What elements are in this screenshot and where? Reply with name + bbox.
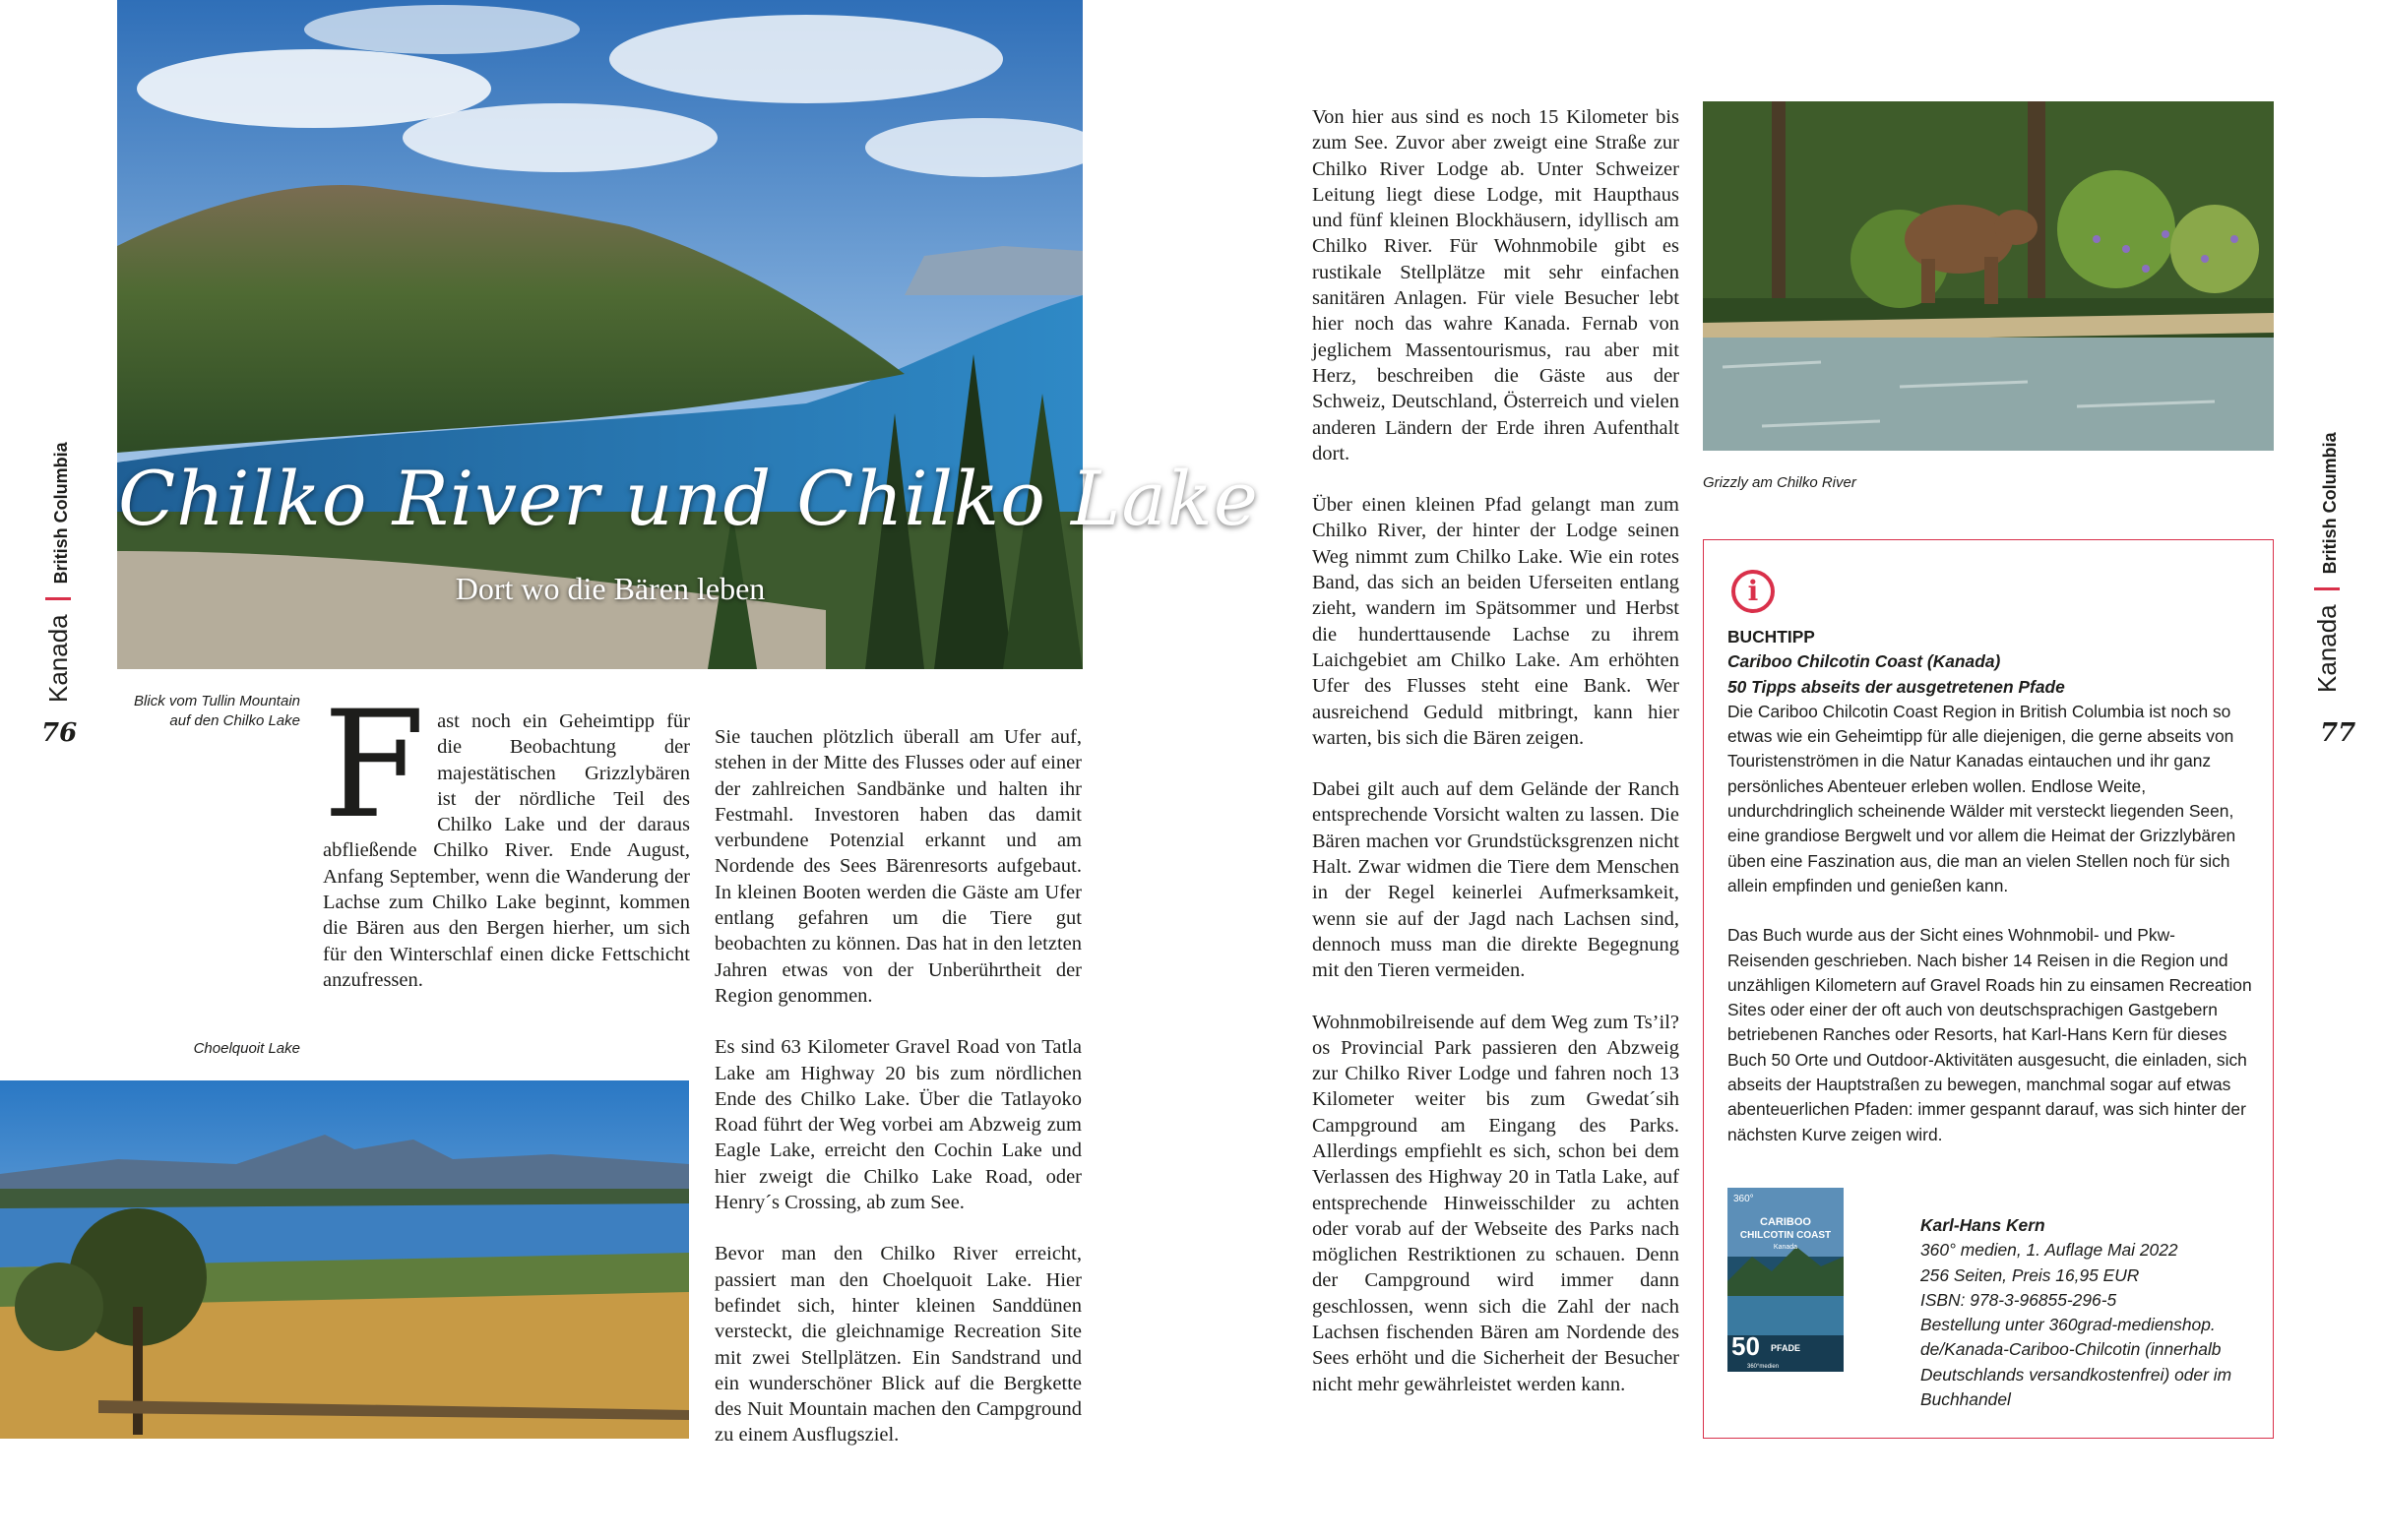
cover-top-text: 360° xyxy=(1733,1194,1754,1204)
paragraph xyxy=(323,680,690,993)
book-tip-paragraph: Die Cariboo Chilcotin Coast Region in British Columbia ist noch so etwas wie ein Geheimtipp für alle diejenigen, die gerne abseits von Touristenströmen in die Natur Kanadas eintauchen und ihr ganz persönliches Abenteuer erleben wollen. Endlose Weite, undurchdringlich scheinende Wälder mit versteckt liegenden Seen, eine grandiose Bergwelt und vor allem die Heimat der Grizzlybären üben eine Faszination aus, die man an vielen Stellen noch für sich allein empfinden und genießen kann. xyxy=(1727,701,2236,895)
book-tip-text xyxy=(1727,625,2257,1147)
cover-number: 50 xyxy=(1731,1331,1760,1361)
paragraph-text: ast noch ein Geheimtipp für die Beobachtung der majestätischen Grizzlybären ist der nördliche Teil des Chilko Lake und der daraus abfließende Chilko River. Ende August, Anfang September, wenn die Wanderung der Lachse zum Chilko Lake beginnt, kommen die Bären aus den Bergen hierher, um sich für den Winterschlaf einen dicke Fettschicht anzufressen. xyxy=(323,710,690,991)
book-tip-box xyxy=(1703,539,2274,1439)
running-head-region: British Columbia xyxy=(51,442,71,585)
running-head-divider xyxy=(2314,587,2340,590)
lake-caption: Choelquoit Lake xyxy=(193,1040,300,1057)
lake-photo xyxy=(0,1080,689,1439)
running-head-right xyxy=(2312,432,2343,693)
page-title: Chilko River und Chilko Lake xyxy=(118,455,1259,542)
cover-title-line1: CARIBOO xyxy=(1760,1216,1811,1228)
paragraph: Bevor man den Chilko River erreicht, passiert man den Choelquoit Lake. Hier befindet sich, hinter kleinen Sanddünen versteckt, die gleichnamige Recreation Site mit zwei Stellplätzen. Ein Sandstrand und ein wunderschöner Blick auf die Bergkette des Nuit Mountain machen den Campground zu einem Ausflugsziel. xyxy=(715,1243,1082,1447)
info-icon: i xyxy=(1731,570,1775,613)
bear-photo xyxy=(1703,101,2274,451)
page-number-left: 76 xyxy=(41,718,78,748)
book-cover xyxy=(1727,1188,1844,1372)
drop-cap: F xyxy=(323,680,426,851)
book-details xyxy=(1920,1213,2255,1412)
book-pages-price: 256 Seiten, Preis 16,95 EUR xyxy=(1920,1264,2140,1285)
book-title: Cariboo Chilcotin Coast (Kanada) xyxy=(1727,651,2001,672)
book-order: Bestellung unter 360grad-medienshop. de/Kanada-Cariboo-Chilcotin (innerhalb Deutschlands versandkostenfrei) oder im Buchhandel xyxy=(1920,1315,2232,1410)
cover-pfade: PFADE xyxy=(1771,1343,1801,1353)
hero-photo xyxy=(117,0,1259,669)
running-head-left xyxy=(43,442,74,703)
column-3 xyxy=(1312,104,1679,1423)
paragraph: Von hier aus sind es noch 15 Kilometer bis zum See. Zuvor aber zweigt eine Straße zur Chilko River Lodge ab. Unter Schweizer Leitung liegt diese Lodge, mit Haupthaus und fünf kleinen Blockhäusern, idyllisch am Chilko River. Für Wohnmobile gibt es rustikale Stellplätze mit sehr einfachen sanitären Anlagen. Für viele Besucher lebt hier noch das wahre Kanada. Fernab von jeglichem Massentourismus, rau aber mit Herz, beschreiben die Gäste aus der Schweiz, Deutschland, Österreich und vielen anderen Ländern der Erde ihren Aufenthalt dort. xyxy=(1312,106,1679,464)
hero-caption xyxy=(79,692,300,731)
column-2 xyxy=(715,724,1082,1474)
paragraph: Sie tauchen plötzlich überall am Ufer auf, stehen in der Mitte des Flusses oder auf einer der zahlreichen Sandbänke und halten ihr Festmahl. Investoren haben das damit verbundene Potenzial erkannt und am Nordende des Sees Bärenresorts aufgebaut. In kleinen Booten werden die Gäste am Ufer entlang gefahren um die Tiere gut beobachten zu können. Das hat in den letzten Jahren etwas von der Unberührtheit der Region genommen. xyxy=(715,726,1082,1007)
book-publisher: 360° medien, 1. Auflage Mai 2022 xyxy=(1920,1240,2178,1261)
cover-publisher: 360°medien xyxy=(1747,1364,1780,1370)
page-number-right: 77 xyxy=(2320,718,2356,748)
running-head-region: British Columbia xyxy=(2320,432,2340,575)
paragraph: Es sind 63 Kilometer Gravel Road von Tatla Lake am Highway 20 bis zum nördlichen Ende des Chilko Lake. Über die Tatlayoko Road führt der Weg vorbei am Abzweig zum Eagle Lake, erreicht den Cochin Lake und hier zweigt die Chilko Lake Road, oder Henry´s Crossing, ab zum See. xyxy=(715,1036,1082,1214)
running-head-divider xyxy=(45,597,71,600)
book-subtitle: 50 Tipps abseits der ausgetretenen Pfade xyxy=(1727,676,2065,697)
cover-subtitle: Kanada xyxy=(1773,1244,1798,1251)
book-tip-label: BUCHTIPP xyxy=(1727,627,1815,647)
running-head-country: Kanada xyxy=(2312,604,2342,693)
paragraph: Dabei gilt auch auf dem Gelände der Ranch entsprechende Vorsicht walten zu lassen. Die Bären machen vor Grundstücksgrenzen nicht Halt. Zwar widmen die Tiere dem Menschen in der Regel keinerlei Aufmerksamkeit, wenn sie auf der Jagd nach Lachsen sind, dennoch muss man die direkte Begegnung mit den Tieren vermeiden. xyxy=(1312,778,1679,982)
paragraph: Über einen kleinen Pfad gelangt man zum Chilko River, der hinter der Lodge seinen Weg nimmt zum Chilko Lake. Wie ein rotes Band, das sich an beiden Uferseiten entlang zieht, wandern im Spätsommer und Herbst die hunderttausende Lachse zu ihrem Laichgebiet am Chilko Lake. Am erhöhten Ufer des Flusses steht eine Bank. Wer ausreichend Geduld mitbringt, kann hier warten, bis sich die Bären zeigen. xyxy=(1312,494,1679,749)
page-subtitle: Dort wo die Bären leben xyxy=(455,571,766,606)
book-isbn: ISBN: 978-3-96855-296-5 xyxy=(1920,1289,2117,1310)
hero-caption-line: auf den Chilko Lake xyxy=(169,712,300,729)
paragraph: Wohnmobilreisende auf dem Weg zum Ts’il?os Provincial Park passieren den Abzweig zur Chilko River Lodge und fahren noch 13 Kilometer weiter bis zum Gwedat´sih Campground am Eingang des Parks. Allerdings empfiehlt es sich, schon bei dem Verlassen des Highway 20 in Tatla Lake, auf entsprechende Hinweisschilder zu achten oder vorab auf der Webseite des Parks nach möglichen Restriktionen zu schauen. Denn der Campground wird immer dann geschlossen, wenn sich die Zahl der nach Lachsen fischenden Bären am Nordende des Sees erhöht und die Sicherheit der Besucher nicht mehr gewährleistet werden kann. xyxy=(1312,1011,1679,1395)
running-head-country: Kanada xyxy=(43,614,73,703)
book-author: Karl-Hans Kern xyxy=(1920,1215,2045,1235)
column-1 xyxy=(323,680,690,1018)
cover-title-line2: CHILCOTIN COAST xyxy=(1739,1230,1832,1241)
bear-caption: Grizzly am Chilko River xyxy=(1703,474,1856,491)
book-tip-paragraph: Das Buch wurde aus der Sicht eines Wohnmobil- und Pkw-Reisenden geschrieben. Nach bisher 14 Reisen in die Region und unzähligen Kilometern auf Gravel Roads hin zu einsamen Recreation Sites oder einer der oft auch von deutschsprachigen Gastgebern betriebenen Ranches oder Resorts, hat Karl-Hans Kern für dieses Buch 50 Orte und Outdoor-Aktivitäten ausgesucht, die einladen, sich abseits der Hauptstraßen zu bewegen, manchmal sogar auf etwas abenteuerlichen Pfaden: immer gespannt darauf, was sich hinter der nächsten Kurve zeigen wird. xyxy=(1727,925,2252,1144)
hero-caption-line: Blick vom Tullin Mountain xyxy=(134,693,300,709)
